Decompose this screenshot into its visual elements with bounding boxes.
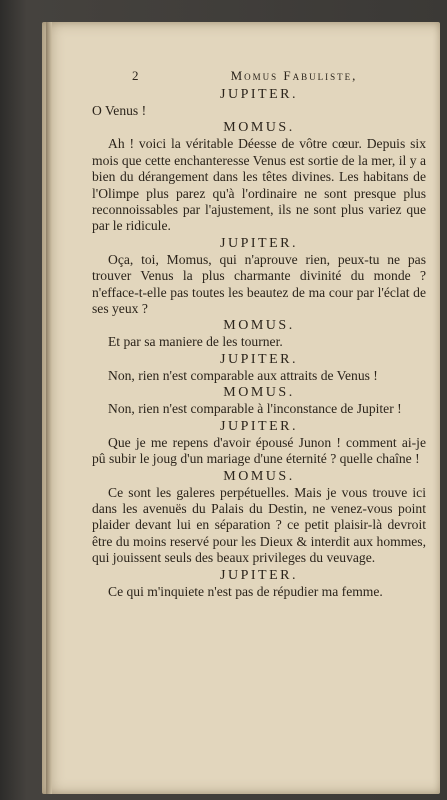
- dialogue-block-2: [92, 119, 426, 234]
- speaker-name: JUPITER.: [220, 418, 298, 434]
- page-gutter-shadow: [46, 22, 52, 794]
- dialogue-block-1: [92, 86, 426, 119]
- speech-text: Non, rien n'est comparable aux attraits de Venus !: [108, 367, 378, 383]
- dialogue-block-9: [92, 567, 426, 600]
- speech-text: Non, rien n'est comparable à l'inconstance de Jupiter !: [108, 401, 402, 417]
- speech-text: Ce sont les galeres perpétuelles. Mais je vous trouve ici dans les avenuës du Palais du Destin, ne venez-vous point plaider devant lui en séparation ? ce petit plaisir-là devroit être du moins reservé pour les Dieux & interdit aux hommes, qui jouissent seuls des beaux privileges du veuvage.: [92, 484, 426, 566]
- speech-text: Que je me repens d'avoir épousé Junon ! comment ai-je pû subir le joug d'un mariage d'une éternité ? quelle chaîne !: [92, 434, 426, 467]
- speaker-name: JUPITER.: [220, 567, 298, 583]
- page-number: 2: [132, 68, 140, 83]
- speech-text: Ce qui m'inquiete n'est pas de répudier ma femme.: [108, 583, 383, 599]
- speaker-name: MOMUS.: [223, 120, 295, 136]
- speaker-name: JUPITER.: [220, 235, 298, 251]
- running-title: Momus Fabuliste,: [230, 68, 358, 83]
- speaker-name: MOMUS.: [223, 318, 295, 334]
- speaker-name: JUPITER.: [220, 87, 298, 102]
- speaker-name: JUPITER.: [220, 351, 298, 367]
- speaker-name: MOMUS.: [223, 385, 295, 401]
- dialogue-block-6: [92, 384, 426, 417]
- dialogue-block-5: [92, 351, 426, 384]
- page-content: [92, 68, 426, 600]
- dialogue-block-8: [92, 468, 426, 567]
- running-head: [92, 68, 426, 86]
- speech-text: Et par sa maniere de les tourner.: [108, 334, 283, 350]
- dialogue-block-3: [92, 235, 426, 318]
- speech-text: Ah ! voici la véritable Déesse de vôtre cœur. Depuis six mois que cette enchanteresse Venus est sortie de la mer, il y a bien du dérangement dans les têtes divines. Les habitans de l'Olimpe plus parez qu'à l'ordinaire ne sont presque plus reconnoissables par l'ajustement, ils ne sont plus variez que par le ridicule.: [92, 136, 426, 234]
- dialogue-block-7: [92, 418, 426, 468]
- speech-text: O Venus !: [92, 103, 147, 118]
- dialogue-block-4: [92, 317, 426, 350]
- speech-text: Oça, toi, Momus, qui n'aprouve rien, peux-tu ne pas trouver Venus la plus charmante divinité du monde ? n'efface-t-elle pas toutes les beautez de ma cour par l'éclat de ses yeux ?: [92, 251, 426, 317]
- speaker-name: MOMUS.: [223, 468, 295, 484]
